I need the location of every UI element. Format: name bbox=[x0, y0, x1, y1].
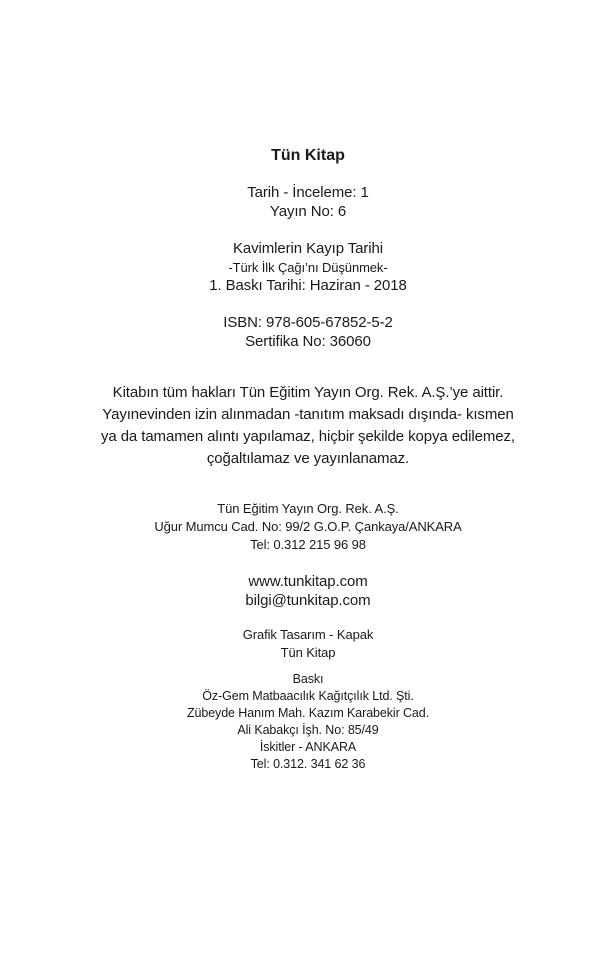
company-phone: Tel: 0.312 215 96 98 bbox=[250, 537, 366, 552]
publication-number: Yayın No: 6 bbox=[269, 203, 347, 220]
design-label: Grafik Tasarım - Kapak bbox=[242, 627, 374, 642]
edition-date: 1. Baskı Tarihi: Haziran - 2018 bbox=[209, 277, 407, 294]
printing-city: İskitler - ANKARA bbox=[259, 740, 357, 754]
book-subtitle: -Türk İlk Çağı’nı Düşünmek- bbox=[228, 260, 388, 275]
printing-address-2: Ali Kabakçı İşh. No: 85/49 bbox=[237, 723, 379, 737]
website: www.tunkitap.com bbox=[248, 573, 368, 590]
rights-line-4: çoğaltılamaz ve yayınlanamaz. bbox=[206, 450, 410, 467]
certificate-number: Sertifika No: 36060 bbox=[245, 333, 371, 350]
publisher-name: Tün Kitap bbox=[271, 147, 345, 164]
rights-line-3: ya da tamamen alıntı yapılamaz, hiçbir şekilde kopya edilemez, bbox=[100, 428, 515, 445]
company-name: Tün Eğitim Yayın Org. Rek. A.Ş. bbox=[217, 501, 399, 516]
printing-address-1: Zübeyde Hanım Mah. Kazım Karabekir Cad. bbox=[186, 706, 430, 720]
rights-line-2: Yayınevinden izin alınmadan -tanıtım maksadı dışında- kısmen bbox=[102, 406, 514, 423]
series-line: Tarih - İnceleme: 1 bbox=[247, 184, 369, 201]
book-title: Kavimlerin Kayıp Tarihi bbox=[233, 240, 383, 257]
company-address: Uğur Mumcu Cad. No: 99/2 G.O.P. Çankaya/ANKARA bbox=[154, 519, 462, 534]
printing-company: Öz-Gem Matbaacılık Kağıtçılık Ltd. Şti. bbox=[202, 689, 414, 703]
printing-label: Baskı bbox=[292, 672, 324, 686]
email: bilgi@tunkitap.com bbox=[245, 592, 371, 609]
isbn: ISBN: 978-605-67852-5-2 bbox=[223, 314, 393, 331]
rights-line-1: Kitabın tüm hakları Tün Eğitim Yayın Org. Rek. A.Ş.’ye aittir. bbox=[112, 384, 504, 401]
design-by: Tün Kitap bbox=[280, 645, 336, 660]
printing-phone: Tel: 0.312. 341 62 36 bbox=[250, 757, 366, 771]
